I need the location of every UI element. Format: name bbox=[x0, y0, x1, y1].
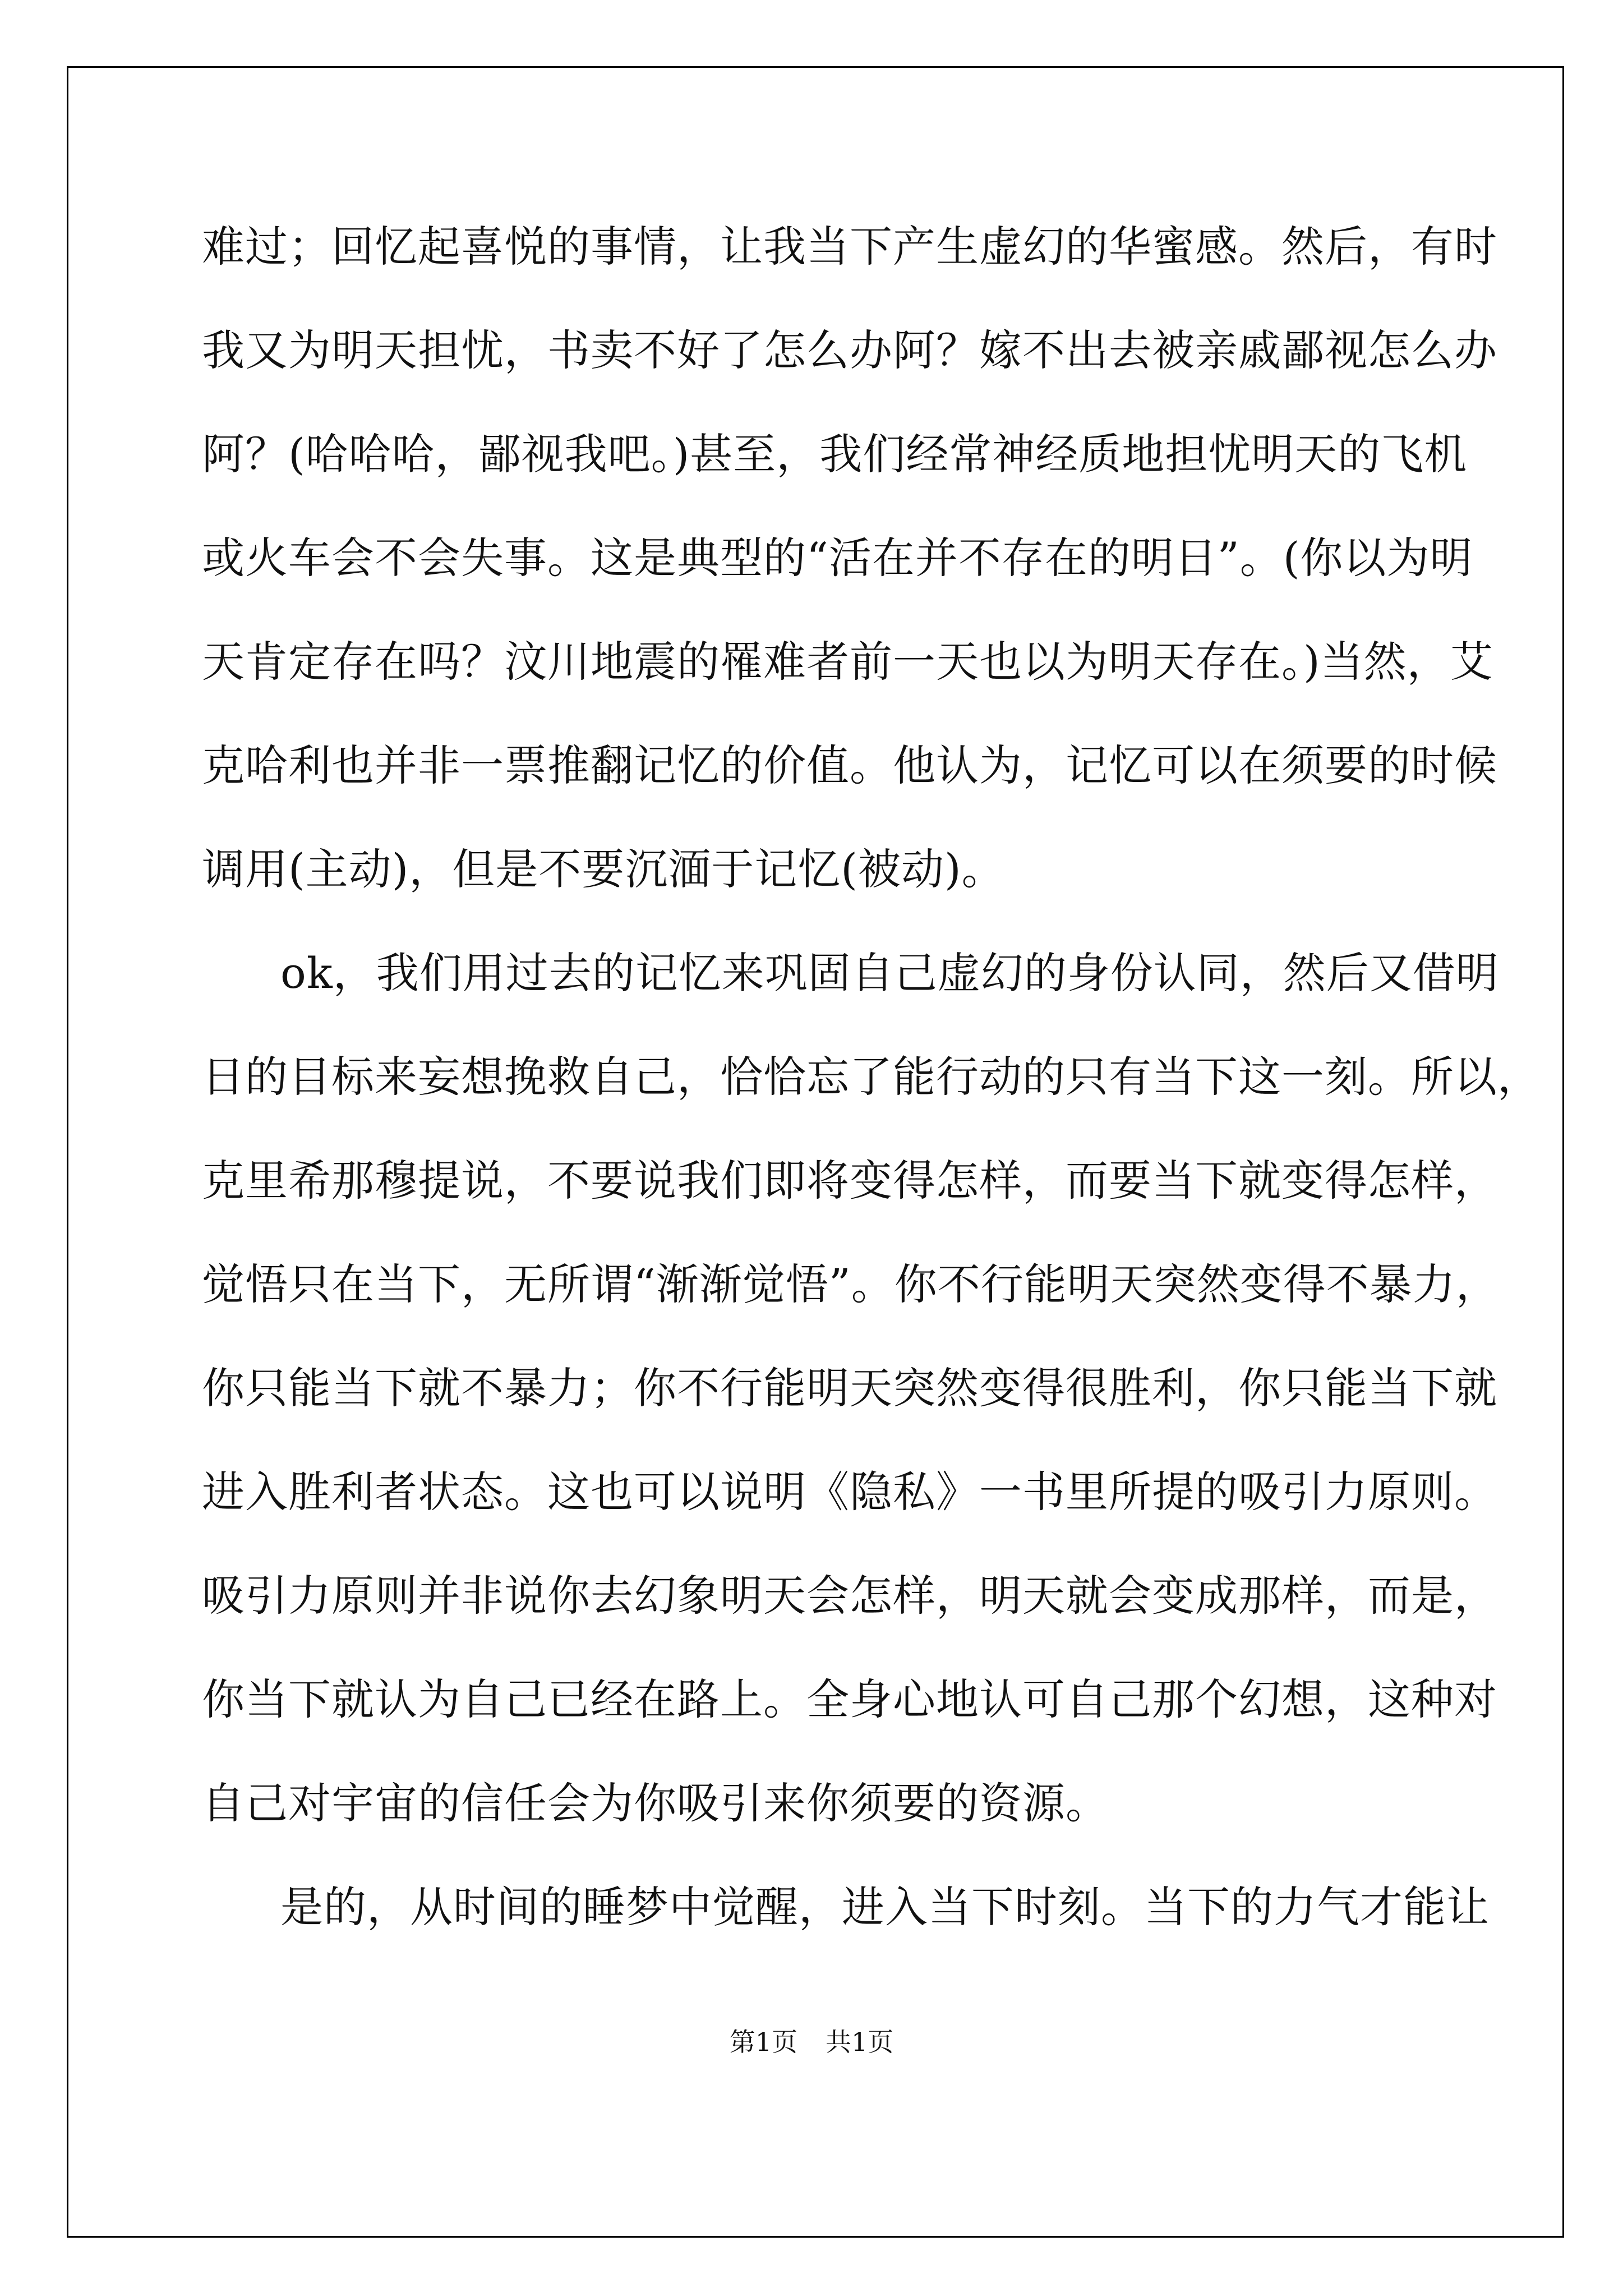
text-line: ok，我们用过去的记忆来巩固自己虚幻的身份认同，然后又借明 bbox=[280, 948, 1499, 998]
text-line: 觉悟只在当下，无所谓“渐渐觉悟”。你不行能明天突然变得不暴力， bbox=[202, 1259, 1499, 1309]
text-line: 克哈利也并非一票推翻记忆的价值。他认为，记忆可以在须要的时候 bbox=[202, 740, 1497, 790]
text-line: 是的，从时间的睡梦中觉醒，进入当下时刻。当下的力气才能让 bbox=[280, 1882, 1490, 1932]
page-total: 共1页 bbox=[826, 2027, 894, 2057]
text-line: 我又为明天担忧，书卖不好了怎么办阿？嫁不出去被亲戚鄙视怎么办 bbox=[202, 325, 1497, 375]
text-line: 调用(主动)，但是不要沉湎于记忆(被动)。 bbox=[202, 844, 1005, 894]
text-line: 你当下就认为自己已经在路上。全身心地认可自己那个幻想，这种对 bbox=[202, 1674, 1497, 1724]
page-footer bbox=[0, 2025, 1623, 2059]
page-number: 第1页 bbox=[729, 2027, 797, 2057]
text-line: 你只能当下就不暴力；你不行能明天突然变得很胜利，你只能当下就 bbox=[202, 1363, 1497, 1413]
text-line: 吸引力原则并非说你去幻象明天会怎样，明天就会变成那样，而是， bbox=[202, 1571, 1497, 1621]
text-line: 自己对宇宙的信任会为你吸引来你须要的资源。 bbox=[202, 1778, 1109, 1828]
text-line: 阿？(哈哈哈，鄙视我吧。)甚至，我们经常神经质地担忧明天的飞机 bbox=[202, 429, 1468, 479]
text-line: 天肯定存在吗？汶川地震的罹难者前一天也以为明天存在。)当然，艾 bbox=[202, 637, 1493, 687]
text-line: 克里希那穆提说，不要说我们即将变得怎样，而要当下就变得怎样， bbox=[202, 1156, 1497, 1205]
text-line: 或火车会不会失事。这是典型的“活在并不存在的明日”。(你以为明 bbox=[202, 533, 1473, 583]
text-line: 日的目标来妄想挽救自己，恰恰忘了能行动的只有当下这一刻。所以， bbox=[202, 1052, 1541, 1102]
text-line: 进入胜利者状态。这也可以说明《隐私》一书里所提的吸引力原则。 bbox=[202, 1467, 1497, 1517]
text-line: 难过；回忆起喜悦的事情，让我当下产生虚幻的华蜜感。然后，有时 bbox=[202, 222, 1497, 272]
